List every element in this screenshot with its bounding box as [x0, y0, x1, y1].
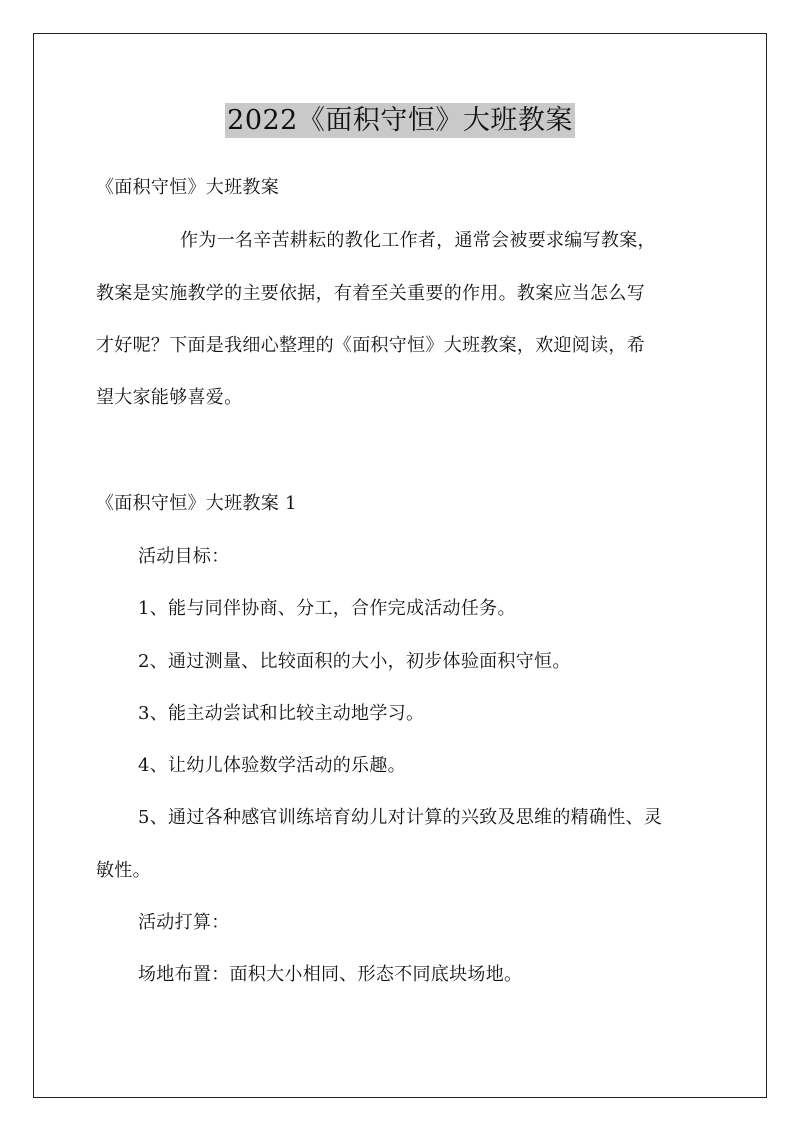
- intro-line-3: 才好呢？下面是我细心整理的《面积守恒》大班教案，欢迎阅读，希: [96, 335, 645, 356]
- section-heading: 《面积守恒》大班教案 1: [96, 493, 297, 514]
- prep-item-1: 场地布置：面积大小相同、形态不同底块场地。: [138, 964, 523, 985]
- goal-item-2: 2、通过测量、比较面积的大小，初步体验面积守恒。: [138, 651, 571, 672]
- goal-item-3: 3、能主动尝试和比较主动地学习。: [138, 703, 425, 724]
- goals-label: 活动目标：: [138, 546, 230, 567]
- document-title-text: 2022《面积守恒》大班教案: [227, 105, 573, 136]
- intro-line-2: 教案是实施教学的主要依据，有着至关重要的作用。教案应当怎么写: [96, 283, 645, 304]
- goal-item-5: 5、通过各种感官训练培育幼儿对计算的兴致及思维的精确性、灵: [138, 807, 663, 828]
- intro-line-1: 作为一名辛苦耕耘的教化工作者，通常会被要求编写教案，: [180, 230, 656, 251]
- goal-item-4: 4、让幼儿体验数学活动的乐趣。: [138, 755, 406, 776]
- document-title: [0, 98, 800, 137]
- intro-line-4: 望大家能够喜爱。: [96, 387, 243, 408]
- subtitle: 《面积守恒》大班教案: [96, 177, 279, 198]
- goal-item-5-continued: 敏性。: [96, 860, 151, 881]
- goal-item-1: 1、能与同伴协商、分工，合作完成活动任务。: [138, 598, 516, 619]
- prep-label: 活动打算：: [138, 912, 230, 933]
